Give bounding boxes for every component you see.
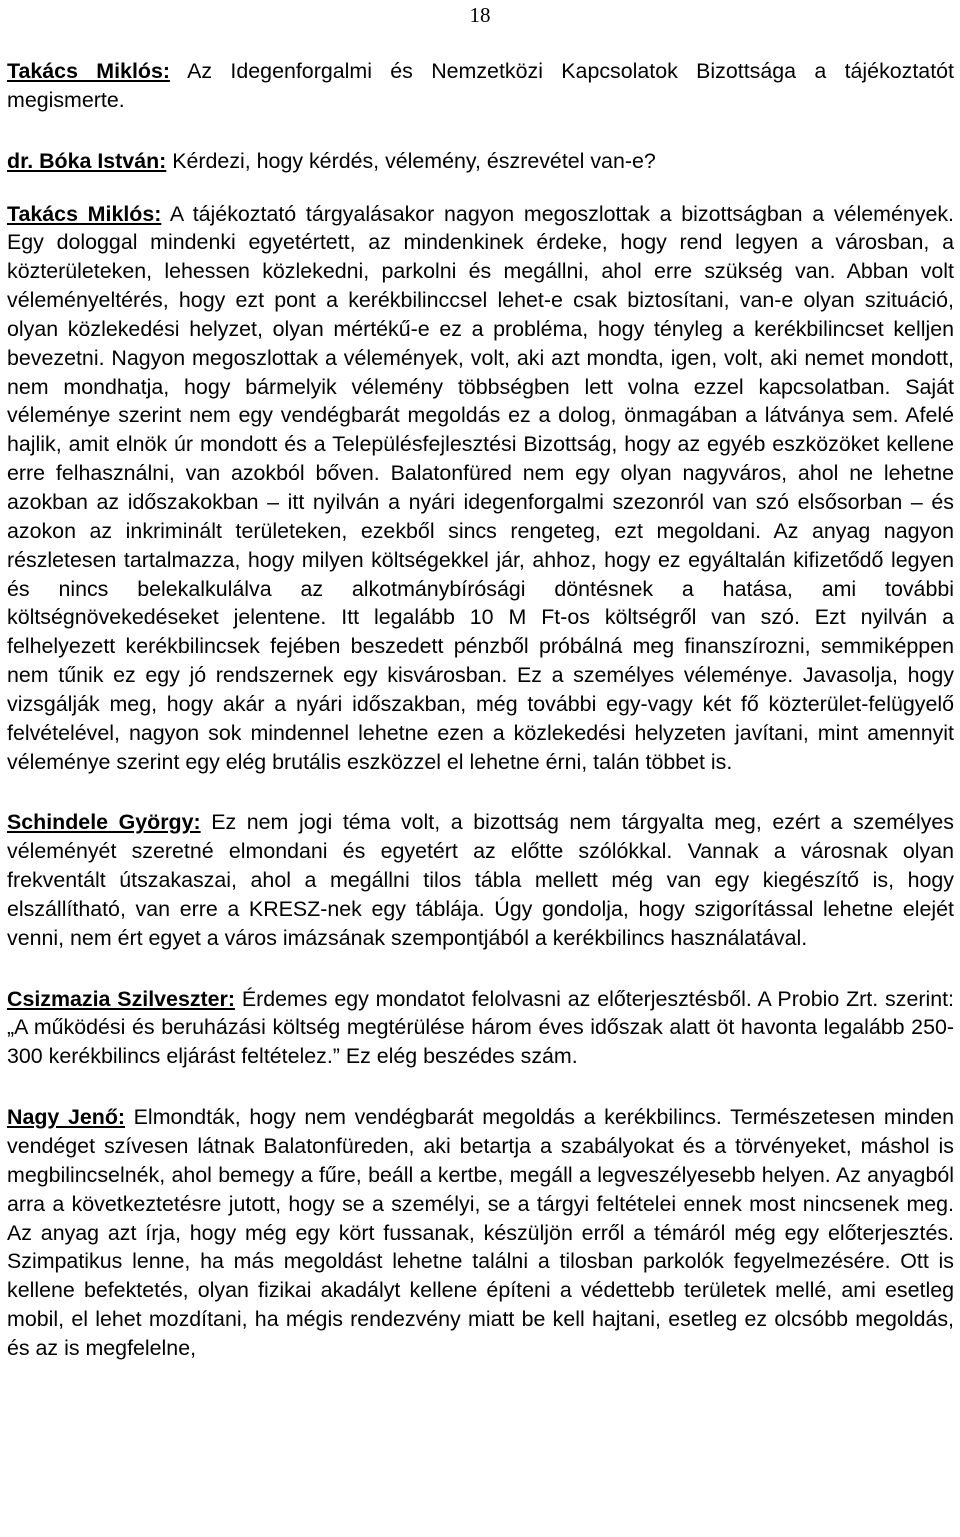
paragraph-text: Kérdezi, hogy kérdés, vélemény, észrevétel van-e? <box>166 148 656 173</box>
paragraph <box>7 200 954 777</box>
paragraph-text: Az Idegenforgalmi és Nemzetközi Kapcsolatok Bizottsága a tájékoztatót megismerte. <box>7 59 954 112</box>
paragraph-text: Elmondták, hogy nem vendégbarát megoldás a kerékbilincs. Természetesen minden vendéget szívesen látnak Balatonfüreden, aki betartja a szabályokat és a törvényeket, máshol is megbilincselnék, ahol bemegy a fűre, beáll a kertbe, megáll a legveszélyesebb helyen. Az anyagból arra a következtetésre jutott, hogy se a személyi, se a tárgyi feltételei ennek most nincsenek meg. Az anyag azt írja, hogy még egy kört fussanak, készüljön erről a témáról még egy előterjesztés. Szimpatikus lenne, ha más megoldást lehetne találni a tilosban parkolók fegyelmezésére. Ott is kellene befektetés, olyan fizikai akadályt kellene építeni a védettebb területek mellé, ami esetleg mobil, el lehet mozdítani, ha mégis rendezvény miatt be kell hajtani, esetleg ez olcsóbb megoldás, és az is megfelelne, <box>7 1105 954 1360</box>
speaker-name: Takács Miklós: <box>7 201 162 226</box>
paragraph <box>7 985 954 1072</box>
speaker-name: Nagy Jenő: <box>7 1105 126 1130</box>
paragraph-text: Érdemes egy mondatot felolvasni az előterjesztésből. A Probio Zrt. szerint: „A működési és beruházási költség megtérülése három éves időszak alatt öt havonta legalább 250-300 kerékbilincs eljárást feltételez.” Ez elég beszédes szám. <box>7 986 955 1069</box>
paragraph <box>7 1103 954 1363</box>
page-number: 18 <box>469 3 491 27</box>
speaker-name: Takács Miklós: <box>7 59 170 83</box>
speaker-name: Csizmazia Szilveszter: <box>7 986 235 1011</box>
paragraph-text: Ez nem jogi téma volt, a bizottság nem tárgyalta meg, ezért a személyes véleményét szeretné elmondani és egyetért az előtte szólókkal. Vannak a városnak olyan frekventált útszakaszai, ahol a megállni tilos tábla mellett még van egy kiegészítő is, hogy elszállítható, van erre a KRESZ-nek egy táblája. Úgy gondolja, hogy szigorítással lehetne elejét venni, nem ért egyet a város imázsának szempontjából a kerékbilincs használatával. <box>7 810 954 950</box>
paragraph <box>7 57 954 115</box>
paragraph <box>7 147 954 176</box>
speaker-name: dr. Bóka István: <box>7 148 167 173</box>
paragraph-text: A tájékoztató tárgyalásakor nagyon megoszlottak a bizottságban a vélemények. Egy dologgal mindenki egyetértett, az mindenkinek érdeke, hogy rend legyen a városban, a közterületeken, lehessen közlekedni, parkolni és megállni, ahol erre szükség van. Abban volt véleményeltérés, hogy ezt pont a kerékbilinccsel lehet-e csak biztosítani, van-e olyan szituáció, olyan közlekedési helyzet, olyan mértékű-e ez a probléma, hogy tényleg a kerékbilincset kelljen bevezetni. Nagyon megoszlottak a vélemények, volt, aki azt mondta, igen, volt, aki nemet mondott, nem mondhatja, hogy bármelyik vélemény többségben lett volna ezzel kapcsolatban. Saját véleménye szerint nem egy vendégbarát megoldás ez a dolog, önmagában a látványa sem. Afelé hajlik, amit elnök úr mondott és a Településfejlesztési Bizottság, hogy az egyéb eszközöket kellene erre felhasználni, van azokból bőven. Balatonfüred nem egy olyan nagyváros, ahol ne lehetne azokban az időszakokban – itt nyilván a nyári idegenforgalmi szezonról van szó elsősorban – és azokon az inkriminált területeken, ezekből sincs rengeteg, ezt megoldani. Az anyag nagyon részletesen tartalmazza, hogy milyen költségekkel jár, ahhoz, hogy ez egyáltalán kifizetődő legyen és nincs belekalkulálva az alkotmánybírósági döntésnek a hatása, ami további költségnövekedéseket jelentene. Itt legalább 10 M Ft-os költségről van szó. Ezt nyilván a felhelyezett kerékbilincsek fejében beszedett pénzből próbálná meg finanszírozni, semmiképpen nem tűnik ez egy jó rendszernek egy kisvárosban. Ez a személyes véleménye. Javasolja, hogy vizsgálják meg, hogy akár a nyári időszakban, még további egy-vagy két fő közterület-felügyelő felvételével, nagyon sok mindennel lehetne ezen a közlekedési helyzeten javítani, mint amennyit véleménye szerint egy elég brutális eszközzel el lehetne érni, talán többet is. <box>7 201 954 774</box>
paragraph <box>7 808 954 952</box>
document-body <box>7 57 954 1395</box>
speaker-name: Schindele György: <box>7 810 201 835</box>
